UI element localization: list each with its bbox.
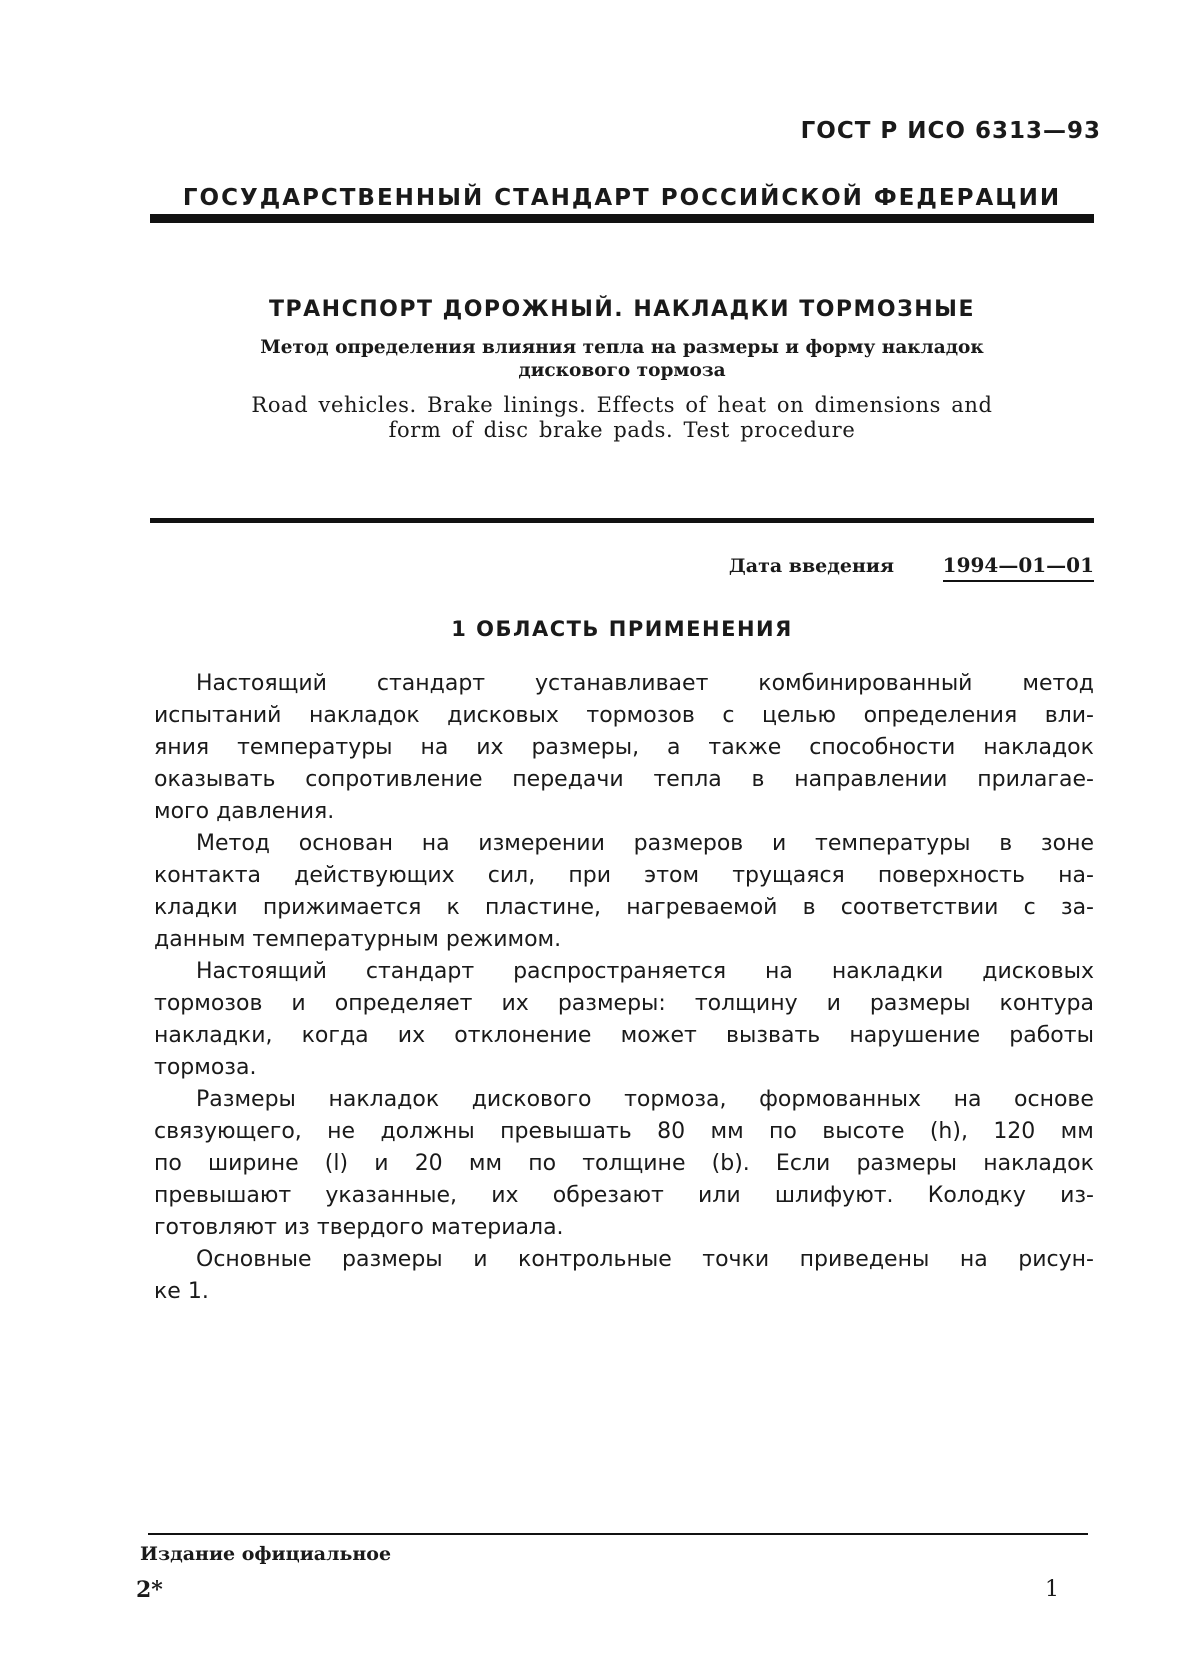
subtitle-line: Метод определения влияния тепла на размеры и форму накладок (260, 337, 984, 358)
section-heading: 1 ОБЛАСТЬ ПРИМЕНЕНИЯ (451, 617, 793, 641)
page-number: 1 (1045, 1577, 1059, 1602)
paragraph-line: готовляют из твердого материала. (154, 1215, 564, 1240)
english-title (150, 393, 1094, 443)
paragraph-line: Основные размеры и контрольные точки приведены на рисун- (196, 1247, 1094, 1272)
paragraph-line: яния температуры на их размеры, а также способности накладок (154, 735, 1094, 760)
paragraph-line: испытаний накладок дисковых тормозов с целью определения вли- (154, 703, 1094, 728)
english-title-line: Road vehicles. Brake linings. Effects of heat on dimensions and (251, 393, 993, 417)
introduction-date-label: Дата введения (728, 555, 895, 577)
introduction-date-value: 1994—01—01 (943, 553, 1094, 582)
state-standard-title: ГОСУДАРСТВЕННЫЙ СТАНДАРТ РОССИЙСКОЙ ФЕДЕРАЦИИ (182, 185, 1062, 211)
document-title: ТРАНСПОРТ ДОРОЖНЫЙ. НАКЛАДКИ ТОРМОЗНЫЕ (269, 297, 975, 322)
paragraph-line: Настоящий стандарт устанавливает комбинированный метод (196, 671, 1094, 696)
paragraph-line: Размеры накладок дискового тормоза, формованных на основе (196, 1087, 1094, 1112)
paragraph-line: тормозов и определяет их размеры: толщину и размеры контура (154, 991, 1094, 1016)
standard-code: ГОСТ Р ИСО 6313—93 (800, 118, 1101, 144)
paragraph-line: тормоза. (154, 1055, 257, 1080)
paragraph-line: мого давления. (154, 799, 335, 824)
section-body (154, 668, 1094, 1308)
subtitle-line: дискового тормоза (518, 360, 726, 381)
paragraph-line: ке 1. (154, 1279, 209, 1304)
introduction-date (729, 553, 1094, 582)
paragraph-line: контакта действующих сил, при этом трущаяся поверхность на- (154, 863, 1094, 888)
official-edition-label: Издание официальное (140, 1543, 392, 1565)
english-title-line: form of disc brake pads. Test procedure (388, 418, 856, 442)
paragraph-line: данным температурным режимом. (154, 927, 562, 952)
paragraph-line: связующего, не должны превышать 80 мм по высоте (h), 120 мм (154, 1119, 1094, 1144)
title-rule (150, 518, 1094, 523)
paragraph-line: Настоящий стандарт распространяется на накладки дисковых (196, 959, 1094, 984)
printer-signature: 2* (136, 1577, 163, 1603)
footer-rule (148, 1533, 1088, 1535)
paragraph-line: Метод основан на измерении размеров и температуры в зоне (196, 831, 1094, 856)
header-rule (150, 214, 1094, 223)
paragraph-line: по ширине (l) и 20 мм по толщине (b). Если размеры накладок (154, 1151, 1094, 1176)
paragraph (154, 956, 1094, 1084)
paragraph (154, 1244, 1094, 1308)
paragraph (154, 828, 1094, 956)
paragraph-line: оказывать сопротивление передачи тепла в направлении прилагае- (154, 767, 1094, 792)
paragraph-line: кладки прижимается к пластине, нагреваемой в соответствии с за- (154, 895, 1094, 920)
document-subtitle (150, 336, 1094, 382)
paragraph-line: накладки, когда их отклонение может вызвать нарушение работы (154, 1023, 1094, 1048)
paragraph-line: превышают указанные, их обрезают или шлифуют. Колодку из- (154, 1183, 1094, 1208)
paragraph (154, 1084, 1094, 1244)
paragraph (154, 668, 1094, 828)
